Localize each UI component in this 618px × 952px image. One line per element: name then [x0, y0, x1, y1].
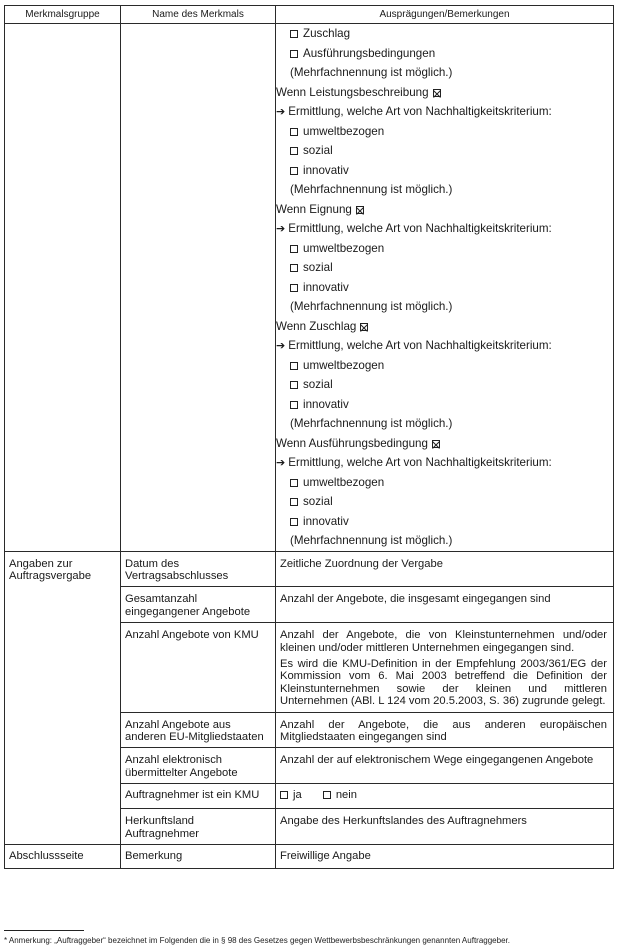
line-label: Ausführungsbedingungen	[303, 46, 436, 60]
footnote: * Anmerkung: „Auftraggeber“ bezeichnet im Folgenden die in § 98 des Gesetzes gegen Wettbewerbsbeschränkungen genannten Auftraggeber.	[4, 936, 510, 945]
row-options-cell	[276, 784, 614, 809]
checked-box-icon[interactable]	[356, 206, 364, 214]
row-desc: Anzahl der Angebote, die aus anderen europäischen Mitgliedstaaten eingegangen sind	[276, 712, 614, 748]
continuation-name-cell	[121, 24, 276, 552]
table-row	[5, 551, 614, 587]
continuation-line-note	[276, 63, 611, 83]
table-row	[5, 845, 614, 869]
option-ja[interactable]	[280, 789, 302, 801]
checkbox-icon[interactable]	[290, 401, 298, 409]
checkbox-icon[interactable]	[290, 30, 298, 38]
line-label: Ermittlung, welche Art von Nachhaltigkeitskriterium:	[288, 222, 552, 235]
continuation-line-checkbox[interactable]	[276, 258, 611, 278]
row-name: Anzahl elektronisch übermittelter Angebote	[121, 748, 276, 784]
checkbox-icon[interactable]	[290, 264, 298, 272]
continuation-line-checkbox[interactable]	[276, 44, 611, 64]
checkbox-icon[interactable]	[290, 167, 298, 175]
continuation-line-checkbox[interactable]	[276, 122, 611, 142]
continuation-line-note	[276, 414, 611, 434]
footnote-divider	[4, 930, 84, 931]
continuation-line-arrow	[276, 453, 611, 473]
checkbox-icon[interactable]	[290, 284, 298, 292]
line-label: (Mehrfachnennung ist möglich.)	[290, 417, 453, 430]
continuation-line-arrow	[276, 336, 611, 356]
line-label: Ermittlung, welche Art von Nachhaltigkeitskriterium:	[288, 105, 552, 118]
continuation-line-checkbox[interactable]	[276, 239, 611, 259]
checkbox-icon[interactable]	[290, 479, 298, 487]
line-label: sozial	[303, 144, 333, 157]
continuation-line-checkbox[interactable]	[276, 395, 611, 415]
line-label: Ermittlung, welche Art von Nachhaltigkeitskriterium:	[288, 339, 552, 352]
line-label: sozial	[303, 495, 333, 508]
header-merkmalsgruppe: Merkmalsgruppe	[5, 6, 121, 24]
checked-box-icon[interactable]	[360, 323, 368, 331]
continuation-line-note	[276, 531, 611, 551]
continuation-line-arrow	[276, 102, 611, 122]
checkbox-icon[interactable]	[290, 147, 298, 155]
arrow-icon: ➔	[276, 457, 286, 469]
continuation-line-condition	[276, 317, 611, 337]
continuation-lines	[276, 24, 611, 551]
continuation-options-cell	[276, 24, 614, 552]
line-label: sozial	[303, 378, 333, 391]
row-desc: Zeitliche Zuordnung der Vergabe	[276, 551, 614, 587]
continuation-line-checkbox[interactable]	[276, 356, 611, 376]
continuation-line-checkbox[interactable]	[276, 278, 611, 298]
row-desc-cell	[276, 623, 614, 712]
continuation-line-condition	[276, 83, 611, 103]
line-label: (Mehrfachnennung ist möglich.)	[290, 300, 453, 313]
row-desc: Anzahl der Angebote, die von Kleinstunternehmen und/oder kleinen und/oder mittleren Unternehmen eingegangen sind.	[280, 629, 607, 654]
line-label: umweltbezogen	[303, 241, 385, 255]
line-label: Ermittlung, welche Art von Nachhaltigkeitskriterium:	[288, 456, 552, 469]
checkbox-icon[interactable]	[280, 791, 288, 799]
criteria-table	[4, 5, 614, 869]
line-label: Wenn Leistungsbeschreibung	[276, 85, 429, 99]
continuation-line-checkbox[interactable]	[276, 161, 611, 181]
line-label: umweltbezogen	[303, 124, 385, 138]
row-name: Auftragnehmer ist ein KMU	[121, 784, 276, 809]
line-label: sozial	[303, 261, 333, 274]
line-label: umweltbezogen	[303, 475, 385, 489]
row-desc: Anzahl der Angebote, die insgesamt eingegangen sind	[276, 587, 614, 623]
checkbox-icon[interactable]	[290, 128, 298, 136]
arrow-icon: ➔	[276, 340, 286, 352]
line-label: umweltbezogen	[303, 358, 385, 372]
arrow-icon: ➔	[276, 223, 286, 235]
checkbox-icon[interactable]	[290, 381, 298, 389]
continuation-line-note	[276, 297, 611, 317]
option-nein[interactable]	[323, 789, 357, 801]
group-vergabe: Angaben zur Auftragsvergabe	[5, 551, 121, 845]
header-auspraegungen: Ausprägungen/Bemerkungen	[276, 6, 614, 24]
arrow-icon: ➔	[276, 106, 286, 118]
row-name: Anzahl Angebote von KMU	[121, 623, 276, 712]
row-desc: Freiwillige Angabe	[276, 845, 614, 869]
row-desc: Angabe des Herkunftslandes des Auftragnehmers	[276, 809, 614, 845]
group-abschluss: Abschlussseite	[5, 845, 121, 869]
line-label: Wenn Zuschlag	[276, 319, 357, 333]
checked-box-icon[interactable]	[432, 440, 440, 448]
checkbox-icon[interactable]	[290, 498, 298, 506]
row-name: Anzahl Angebote aus anderen EU-Mitgliedstaaten	[121, 712, 276, 748]
row-desc: Anzahl der auf elektronischem Wege eingegangenen Angebote	[276, 748, 614, 784]
continuation-group-cell	[5, 24, 121, 552]
continuation-line-condition	[276, 200, 611, 220]
row-name: Herkunftsland Auftragnehmer	[121, 809, 276, 845]
continuation-line-checkbox[interactable]	[276, 24, 611, 44]
line-label: (Mehrfachnennung ist möglich.)	[290, 66, 453, 79]
row-name: Gesamtanzahl eingegangener Angebote	[121, 587, 276, 623]
continuation-line-checkbox[interactable]	[276, 375, 611, 395]
line-label: Wenn Eignung	[276, 202, 352, 216]
line-label: innovativ	[303, 280, 349, 294]
continuation-line-checkbox[interactable]	[276, 512, 611, 532]
checkbox-icon[interactable]	[290, 245, 298, 253]
header-name: Name des Merkmals	[121, 6, 276, 24]
line-label: innovativ	[303, 163, 349, 177]
continuation-line-checkbox[interactable]	[276, 141, 611, 161]
checkbox-icon[interactable]	[290, 518, 298, 526]
option-label: ja	[293, 789, 302, 802]
continuation-line-note	[276, 180, 611, 200]
line-label: Wenn Ausführungsbedingung	[276, 436, 428, 450]
row-desc-kmu-definition: Es wird die KMU-Definition in der Empfehlung 2003/361/EG der Kommission vom 6. Mai 2003 betreffend die Definition der Kleinstunternehmen sowie der kleinen und mittleren Unternehmen (ABl. L 124 vom 20.5.2003, S. 36) zugrunde gelegt.	[280, 657, 607, 708]
checkbox-icon[interactable]	[323, 791, 331, 799]
option-label: nein	[335, 789, 357, 802]
row-name: Bemerkung	[121, 845, 276, 869]
header-row	[5, 6, 614, 24]
line-label: (Mehrfachnennung ist möglich.)	[290, 534, 453, 547]
continuation-line-checkbox[interactable]	[276, 492, 611, 512]
continuation-line-arrow	[276, 219, 611, 239]
continuation-line-condition	[276, 434, 611, 454]
checkbox-icon[interactable]	[290, 50, 298, 58]
continuation-row	[5, 24, 614, 552]
line-label: innovativ	[303, 397, 349, 411]
checked-box-icon[interactable]	[433, 89, 441, 97]
row-name: Datum des Vertragsabschlusses	[121, 551, 276, 587]
line-label: Zuschlag	[303, 27, 351, 40]
line-label: (Mehrfachnennung ist möglich.)	[290, 183, 453, 196]
checkbox-icon[interactable]	[290, 362, 298, 370]
line-label: innovativ	[303, 514, 349, 528]
continuation-line-checkbox[interactable]	[276, 473, 611, 493]
